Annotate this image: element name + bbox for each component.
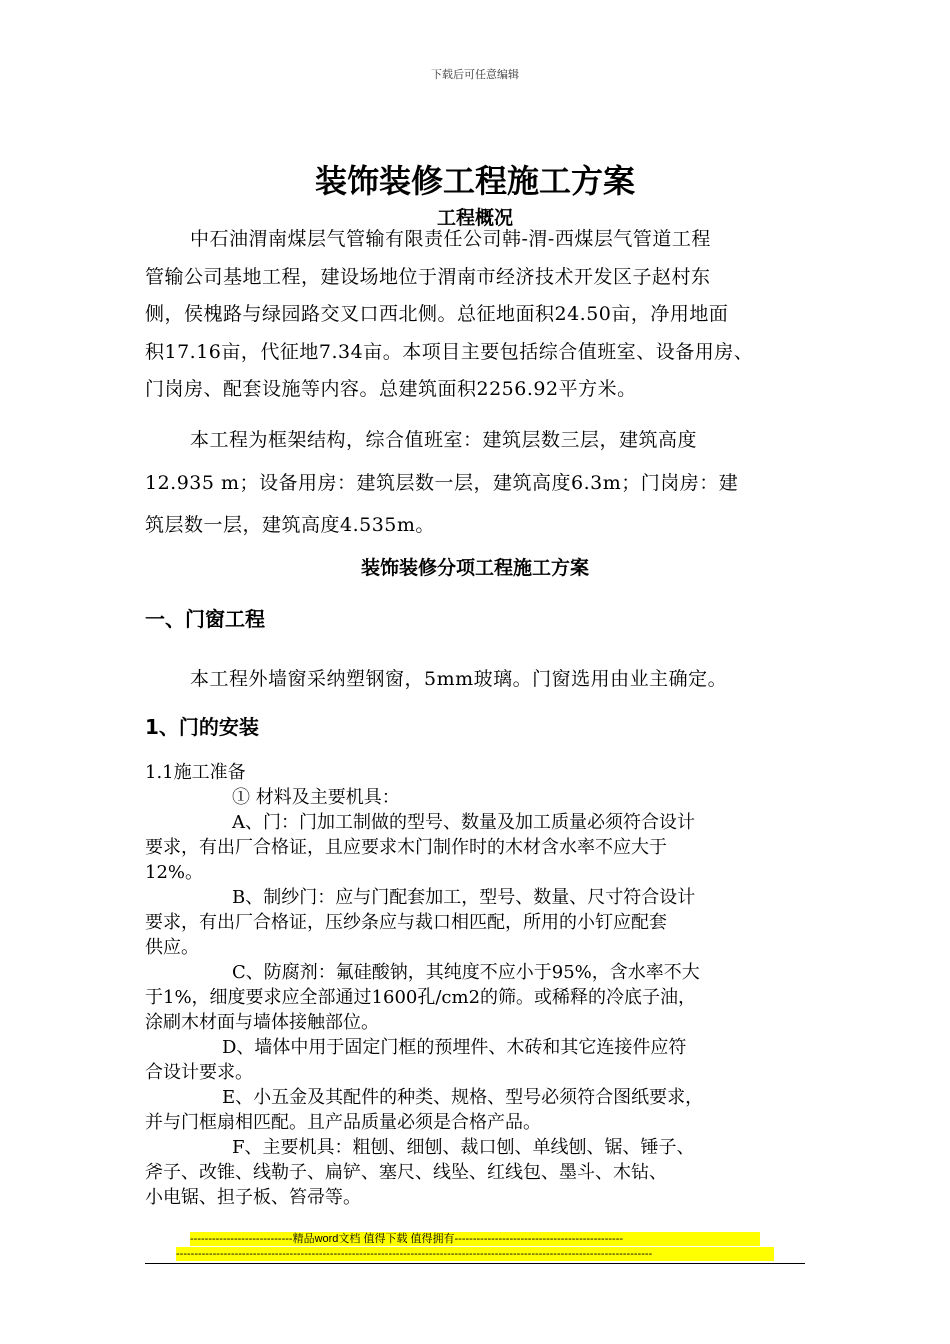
section-text: 本工程外墙窗采纳塑钢窗，5mm玻璃。门窗选用由业主确定。 <box>190 668 728 690</box>
item-line: B、制纱门：应与门配套加工，型号、数量、尺寸符合设计 <box>232 887 696 908</box>
item-line: C、防腐剂：氟硅酸钠，其纯度不应小于95%，含水率不大 <box>232 962 700 983</box>
item-line: F、主要机具：粗刨、细刨、裁口刨、单线刨、锯、锤子、 <box>232 1137 695 1158</box>
section-heading-doors-windows: 一、门窗工程 <box>145 607 265 631</box>
subproject-heading: 装饰装修分项工程施工方案 <box>360 557 589 579</box>
overview-heading: 工程概况 <box>436 207 513 229</box>
structure-line: 12.935 m；设备用房：建筑层数一层，建筑高度6.3m；门岗房：建 <box>145 472 739 494</box>
overview-line: 中石油渭南煤层气管输有限责任公司韩-渭-西煤层气管道工程 <box>190 228 711 250</box>
item-line: E、小五金及其配件的种类、规格、型号必须符合图纸要求， <box>222 1087 704 1108</box>
item-line: 涂刷木材面与墙体接触部位。 <box>145 1012 379 1033</box>
item-line: 并与门框扇相匹配。且产品质量必须是合格产品。 <box>145 1112 541 1133</box>
item-line: 12%。 <box>145 862 204 883</box>
structure-line: 筑层数一层，建筑高度4.535m。 <box>145 514 435 536</box>
item-line: 要求，有出厂合格证，压纱条应与裁口相匹配，所用的小钉应配套 <box>145 912 667 933</box>
header-note: 下载后可任意编辑 <box>431 68 519 81</box>
materials-heading: ① 材料及主要机具： <box>232 787 400 808</box>
subsection-heading-prep: 1.1施工准备 <box>145 762 246 783</box>
item-line: 斧子、改锥、线勒子、扁铲、塞尺、线坠、红线包、墨斗、木钻、 <box>145 1162 667 1183</box>
footer-banner: ----------------------------精品word文档 值得下载 值得拥有---------------------------------------------- <box>190 1232 760 1246</box>
document-title: 装饰装修工程施工方案 <box>314 162 635 200</box>
item-line: 小电锯、担子板、笞帚等。 <box>145 1187 361 1208</box>
item-line: 于1%，细度要求应全部通过1600孔/cm2的筛。或稀释的冷底子油， <box>145 987 697 1008</box>
item-line: 要求，有出厂合格证，且应要求木门制作时的木材含水率不应大于 <box>145 837 667 858</box>
overview-line: 积17.16亩，代征地7.34亩。本项目主要包括综合值班室、设备用房、 <box>145 341 754 363</box>
footer-divider <box>145 1263 805 1264</box>
overview-line: 侧，侯槐路与绿园路交叉口西北侧。总征地面积24.50亩，净用地面 <box>145 303 729 325</box>
structure-line: 本工程为框架结构，综合值班室：建筑层数三层，建筑高度 <box>190 429 698 451</box>
item-line: 供应。 <box>145 937 199 958</box>
overview-line: 管输公司基地工程，建设场地位于渭南市经济技术开发区子赵村东 <box>145 266 711 288</box>
overview-line: 门岗房、配套设施等内容。总建筑面积2256.92平方米。 <box>145 378 637 400</box>
item-line: 合设计要求。 <box>145 1062 253 1083</box>
item-line: D、墙体中用于固定门框的预埋件、木砖和其它连接件应符 <box>222 1037 687 1058</box>
item-line: A、门：门加工制做的型号、数量及加工质量必须符合设计 <box>232 812 695 833</box>
footer-banner-rule: ---------------------------------------------------------------------------------------------------------------------------------- <box>176 1247 774 1261</box>
subsection-heading-door-install: 1、门的安装 <box>145 715 259 739</box>
